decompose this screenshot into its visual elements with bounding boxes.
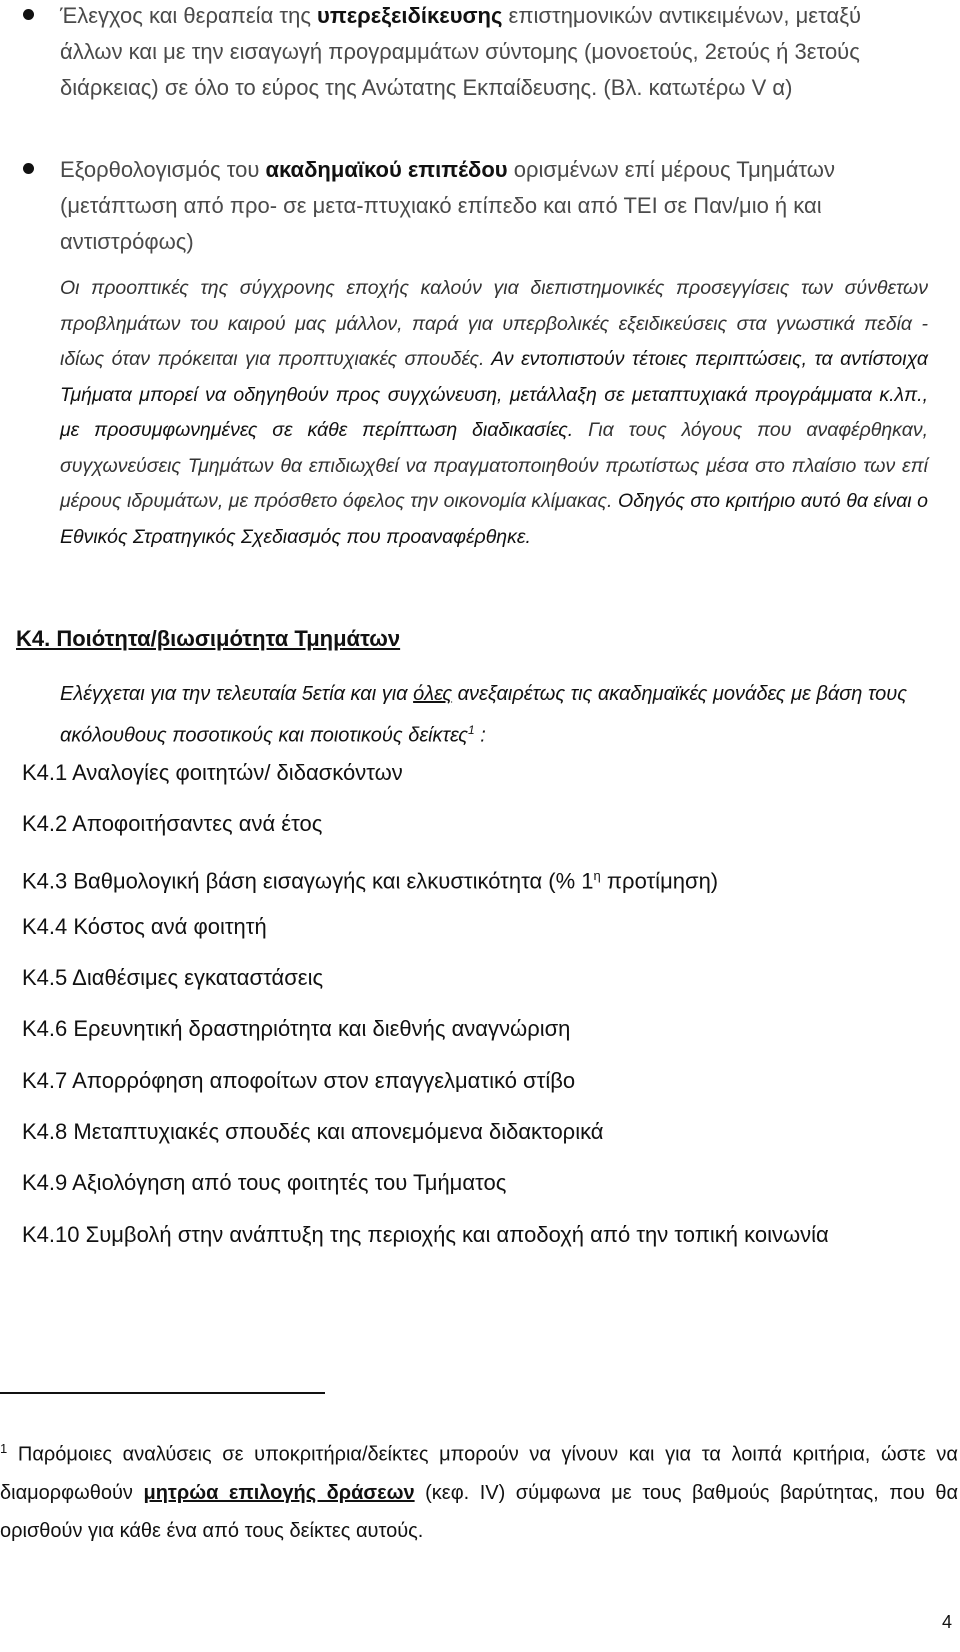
criterion-item: Κ4.6 Ερευνητική δραστηριότητα και διεθνής αναγνώριση — [22, 1016, 571, 1042]
criterion-item: Κ4.8 Μεταπτυχιακές σπουδές και απονεμόμενα διδακτορικά — [22, 1119, 604, 1145]
footnote-marker: 1 — [0, 1441, 8, 1456]
bullet-icon — [23, 9, 34, 20]
criterion-item: Κ4.9 Αξιολόγηση από τους φοιτητές του Τμήματος — [22, 1170, 507, 1196]
criteria-list — [22, 758, 952, 1271]
bullet-item — [60, 152, 928, 260]
bullet-icon — [23, 163, 34, 174]
criterion-item: Κ4.5 Διαθέσιμες εγκαταστάσεις — [22, 965, 324, 991]
page-number: 4 — [941, 1612, 952, 1632]
criterion-item: Κ4.3 Βαθμολογική βάση εισαγωγής και ελκυστικότητα (% $1^\eta$ προτίμηση) — [22, 867, 719, 893]
criterion-item: Κ4.1 Αναλογίες φοιτητών/ διδασκόντων — [22, 760, 403, 785]
criterion-item: Κ4.10 Συμβολή στην ανάπτυξη της περιοχής και αποδοχή από την τοπική κοινωνία — [22, 1221, 829, 1247]
italic-paragraph: Οι προοπτικές της σύγχρονης εποχής καλούν για διεπιστημονικές προσεγγίσεις των σύνθετων προβλημάτων του καιρού μας μάλλον, παρά για υπερβολικές εξειδικεύσεις στα γνωστικά πεδία - ιδίως όταν πρόκειται για προπτυχιακές σπουδές. Αν εντοπιστούν τέτοιες περιπτώσεις, τα αντίστοιχα Τμήματα μπορεί να οδηγηθούν προς συγχώνευση, μετάλλαξη σε μεταπτυχιακά προγράμματα κ.λπ., με προσυμφωνημένες σε κάθε περίπτωση διαδικασίες. Για τους λόγους που αναφέρθηκαν, συγχωνεύσεις Τμημάτων θα επιδιωχθεί να πραγματοποιηθούν πρωτίστως μέσα στο πλαίσιο των επί μέρους ιδρυμάτων, με πρόσθετο όφελος την οικονομία κλίμακας. Οδηγός στο κριτήριο αυτό θα είναι ο Εθνικός Στρατηγικός Σχεδιασμός που προαναφέρθηκε. — [60, 277, 928, 548]
bullet-text: Εξορθολογισμός του ακαδημαϊκού επιπέδου ορισμένων επί μέρους Τμημάτων (μετάπτωση από προ- σε μετα-πτυχιακό επίπεδο και από ΤΕΙ σε Παν/μιο ή και αντιστρόφως) — [60, 157, 835, 254]
bullet-item — [60, 0, 928, 106]
footnote-ref: 1 — [468, 723, 475, 737]
section-heading: Κ4. Ποιότητα/βιωσιμότητα Τμημάτων — [16, 626, 401, 651]
bullet-text: Έλεγχος και θεραπεία της υπερεξειδίκευσης επιστημονικών αντικειμένων, μεταξύ άλλων και με την εισαγωγή προγραμμάτων σύντομης (μονοετούς, 2ετούς ή 3ετούς διάρκειας) σε όλο το εύρος της Ανώτατης Εκπαίδευσης. (Βλ. κατωτέρω V α) — [60, 3, 862, 100]
criterion-item: Κ4.2 Αποφοιτήσαντες ανά έτος — [22, 811, 323, 837]
footnote: $^1$ Παρόμοιες αναλύσεις σε υποκριτήρια/δείκτες μπορούν να γίνουν και για τα λοιπά κριτήρια, ώστε να διαμορφωθούν μητρώα επιλογής δράσεων (κεφ. IV) σύμφωνα με τους βαθμούς βαρύτητας, που θα ορισθούν για κάθε ένα από τους δείκτες αυτούς. — [0, 1441, 959, 1542]
criterion-item: Κ4.4 Κόστος ανά φοιτητή — [22, 913, 267, 939]
criterion-item: Κ4.7 Απορρόφηση αποφοίτων στον επαγγελματικό στίβο — [22, 1067, 576, 1093]
footnote-divider — [0, 1392, 325, 1394]
section-intro: Ελέγχεται για την τελευταία 5ετία και για όλες ανεξαιρέτως τις ακαδημαϊκές μονάδες με βάση τους ακόλουθους ποσοτικούς και ποιοτικούς δείκτες$^1$ : — [60, 683, 907, 747]
